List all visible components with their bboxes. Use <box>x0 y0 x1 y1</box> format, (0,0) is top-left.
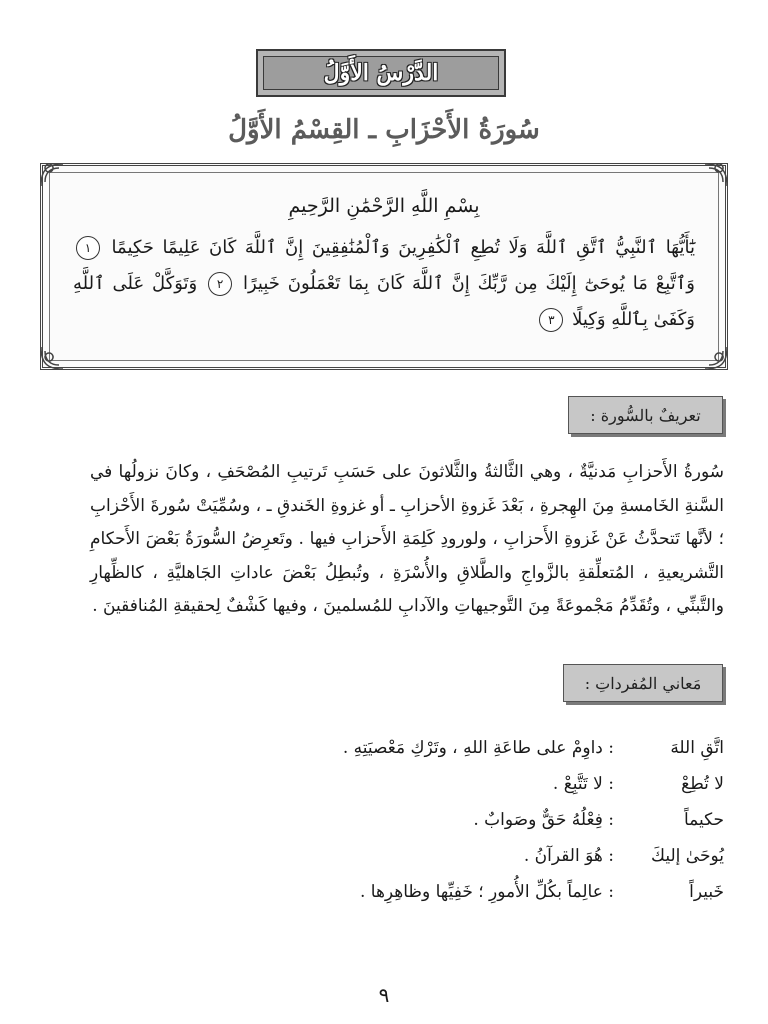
quran-frame <box>40 163 728 370</box>
vocabulary-term: اتَّقِ اللهَ <box>670 738 724 758</box>
ornament-corner-icon <box>701 160 731 190</box>
lesson-title-banner <box>256 49 506 97</box>
vocabulary-definition: : فِعْلُهُ حَقٌّ وصَوابٌ . <box>473 810 614 830</box>
vocabulary-term: يُوحَىٰ إليكَ <box>651 846 724 866</box>
ayah-number: ٣ <box>539 308 563 332</box>
vocabulary-term: خَبيراً <box>689 882 724 902</box>
ornament-corner-icon <box>37 160 67 190</box>
lesson-title: الدَّرْسُ الأَوَّلُ <box>323 60 439 86</box>
surah-intro-paragraph: سُورةُ الأَحزابِ مَدنيَّةٌ ، وهي الثَّالثةُ والثَّلاثونَ على حَسَبِ تَرتيبِ المُصْحَفِ ، وكانَ نزولُها في السَّنةِ الخَامسةِ مِنَ الهِجرةِ ، بَعْدَ غَزوةِ الأحزابِ ـ أو غزوةِ الخَندقِ ـ ، وسُمِّيَتْ سُورةَ الأَحْزابِ ؛ لأنَّها تَتحدَّثُ عَنْ غَزوةِ الأَحزابِ ، ولورودِ كَلِمَةِ الأَحزابِ فيها . وتَعرِضُ السُّورَةُ بَعْضَ الأَحكامِ التَّشريعيةِ ، المُتعلِّقةِ بالزَّواجِ والطَّلاقِ والأُسْرَةِ ، وتُبطِلُ بَعْضَ عاداتِ الجَاهليَّةِ ، كالظِّهارِ والتَّبنِّي ، وتُقَدِّمُ مَجْموعَةً مِنَ التَّوجيهاتِ والآدابِ للمُسلمينَ ، وفيها كَشْفٌ لِحقيقةِ المُنافقينَ . <box>90 462 724 616</box>
ayah-number: ٢ <box>208 272 232 296</box>
ayah-number: ١ <box>76 236 100 260</box>
vocabulary-item <box>200 730 724 766</box>
vocabulary-item <box>200 766 724 802</box>
verse-text: يَٰٓأَيُّهَا ٱلنَّبِيُّ ٱتَّقِ ٱللَّهَ وَلَا تُطِعِ ٱلْكَٰفِرِينَ وَٱلْمُنَٰفِقِينَ إِنَّ ٱللَّهَ كَانَ عَلِيمًا حَكِيمًا <box>111 237 695 258</box>
surah-intro-label: تعريفٌ بالسُّورة : <box>568 396 723 434</box>
vocabulary-item <box>200 874 724 910</box>
vocabulary-term: لا تُطِعْ <box>681 774 724 794</box>
basmala: بِسْمِ اللَّهِ الرَّحْمَٰنِ الرَّحِيمِ <box>288 195 480 217</box>
verse-text: وَتَوَكَّلْ عَلَى ٱللَّهِ وَكَفَىٰ بِٱللَّهِ وَكِيلًا <box>73 273 695 330</box>
ornament-corner-icon <box>701 343 731 373</box>
page-number: ٩ <box>378 983 390 1007</box>
vocabulary-definition: : لا تَتَّبِعْ . <box>552 774 614 794</box>
quran-text <box>73 186 695 338</box>
vocabulary-definition: : عالِماً بكُلِّ الأُمورِ ؛ خَفِيِّها وظاهِرِها . <box>359 882 614 902</box>
vocabulary-list <box>200 730 724 910</box>
vocabulary-item <box>200 802 724 838</box>
verse-text: وَٱتَّبِعْ مَا يُوحَىٰٓ إِلَيْكَ مِن رَّبِّكَ إِنَّ ٱللَّهَ كَانَ بِمَا تَعْمَلُونَ خَبِيرًا <box>242 273 695 294</box>
vocabulary-term: حكيماً <box>683 810 724 830</box>
vocabulary-definition: : هُوَ القرآنُ . <box>523 846 614 866</box>
vocabulary-definition: : داوِمْ على طاعَةِ اللهِ ، وتَرْكِ مَعْصيَتِهِ . <box>342 738 614 758</box>
vocabulary-item <box>200 838 724 874</box>
ornament-corner-icon <box>37 343 67 373</box>
surah-heading: سُورَةُ الأَحْزَابِ ـ القِسْمُ الأَوَّلُ <box>228 115 540 145</box>
vocabulary-label: مَعاني المُفرداتِ : <box>563 664 723 702</box>
verses <box>73 230 695 338</box>
